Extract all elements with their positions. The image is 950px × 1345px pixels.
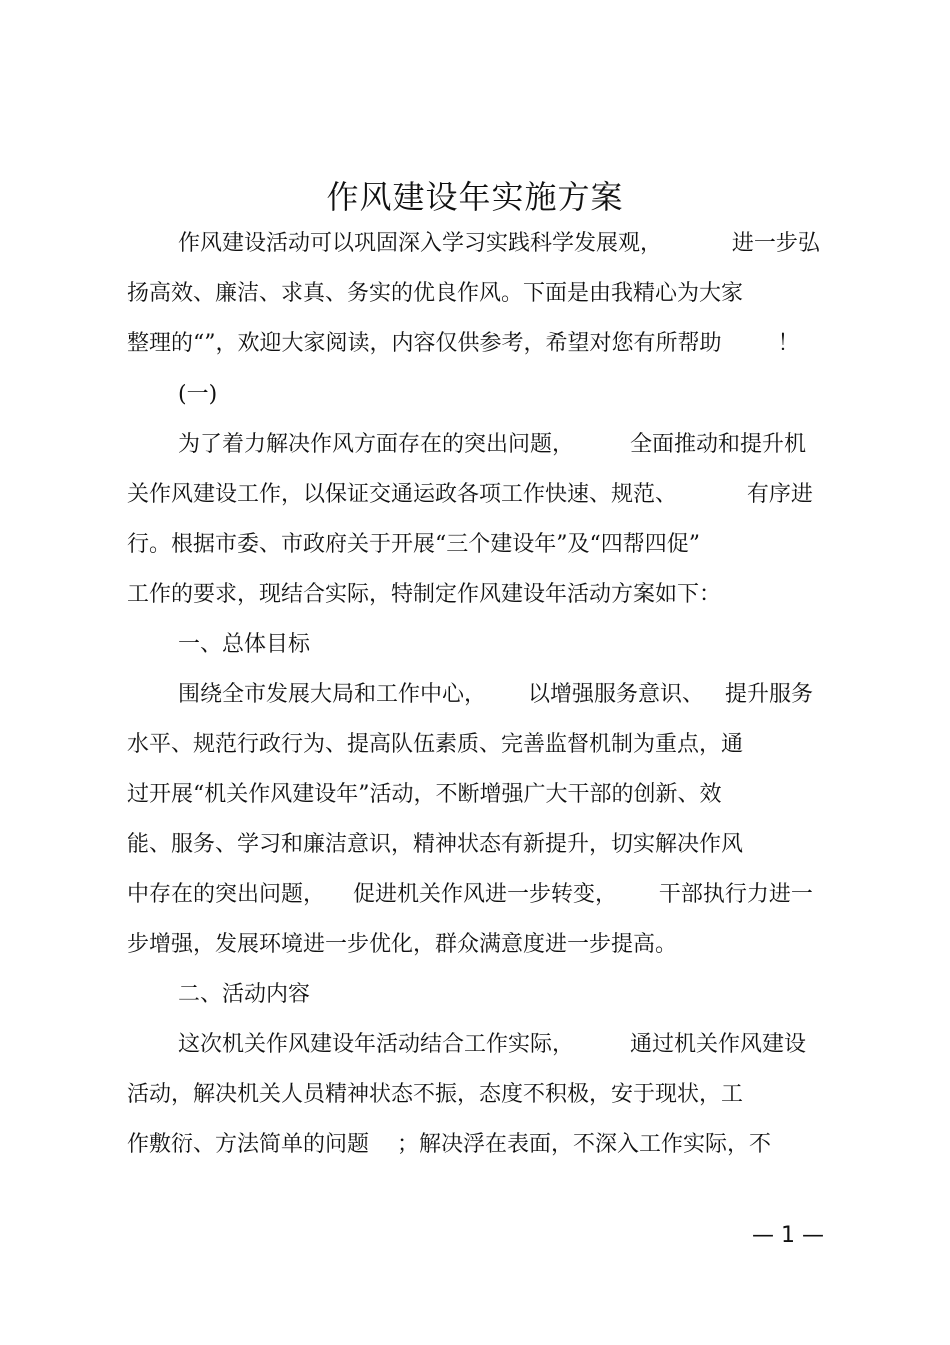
text-line: 这次机关作风建设年活动结合工作实际， 通过机关作风建设 [178, 1032, 806, 1057]
text-line: 能、服务、学习和廉洁意识，精神状态有新提升，切实解决作风 [127, 832, 744, 857]
page-number: — 1 — [752, 1223, 824, 1248]
text-line: 整理的“”，欢迎大家阅读，内容仅供参考，希望对您有所帮助 ！ [127, 331, 800, 356]
text-line: 中存在的突出问题， 促进机关作风进一步转变， 干部执行力进一 [127, 882, 813, 907]
section-label: (一) [178, 382, 218, 407]
text-line: 工作的要求，现结合实际，特制定作风建设年活动方案如下： [127, 582, 722, 607]
text-line: 为了着力解决作风方面存在的突出问题， 全面推动和提升机 [178, 432, 806, 457]
document-title: 作风建设年实施方案 [326, 178, 624, 216]
text-line: 作敷衍、方法简单的问题 ；解决浮在表面，不深入工作实际，不 [127, 1132, 771, 1157]
text-line: 行。根据市委、市政府关于开展“三个建设年”及“四帮四促” [127, 532, 700, 557]
section-heading: 二、活动内容 [178, 982, 311, 1007]
text-line: 步增强，发展环境进一步优化，群众满意度进一步提高。 [127, 932, 678, 957]
text-line: 关作风建设工作，以保证交通运政各项工作快速、规范、 有序进 [127, 482, 813, 507]
text-line: 扬高效、廉洁、求真、务实的优良作风。下面是由我精心为大家 [127, 281, 744, 306]
text-line: 过开展“机关作风建设年”活动，不断增强广大干部的创新、效 [127, 782, 722, 807]
text-line: 作风建设活动可以巩固深入学习实践科学发展观， 进一步弘 [178, 231, 820, 256]
section-heading: 一、总体目标 [178, 632, 311, 657]
text-line: 水平、规范行政行为、提高队伍素质、完善监督机制为重点，通 [127, 732, 744, 757]
text-line: 围绕全市发展大局和工作中心， 以增强服务意识、 提升服务 [178, 682, 813, 707]
text-line: 活动，解决机关人员精神状态不振，态度不积极，安于现状，工 [127, 1082, 744, 1107]
